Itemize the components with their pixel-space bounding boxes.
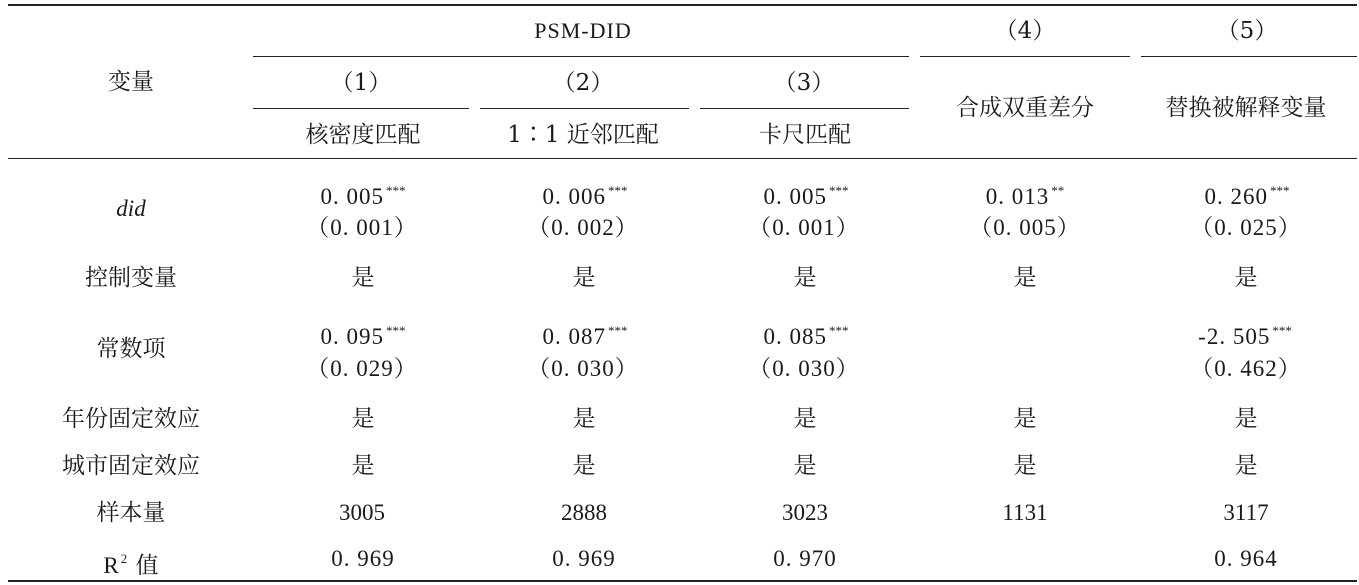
header-col5-name: 替换被解释变量 <box>1165 95 1327 121</box>
const-coef-2: 0. 087 *** <box>542 323 628 349</box>
header-variable: 变量 <box>108 69 154 95</box>
n-1: 3005 <box>339 500 385 525</box>
row-r2-label: $R^2$ 值 <box>103 551 159 579</box>
n-3: 3023 <box>782 500 828 525</box>
row-controls-label: 控制变量 <box>85 265 177 291</box>
header-col2-name: 1∶1 近邻匹配 <box>507 122 659 148</box>
const-coef-1: 0. 095 *** <box>320 323 406 349</box>
did-se-1: （0. 001） <box>306 215 418 240</box>
row-constant-label: 常数项 <box>96 336 166 362</box>
did-se-2: （0. 002） <box>527 215 639 240</box>
header-col3-num: （3） <box>773 70 835 96</box>
col4-underline <box>920 56 1130 57</box>
const-coef-3: 0. 085 *** <box>763 323 849 349</box>
n-4: 1131 <box>1002 500 1048 525</box>
city-fe-3: 是 <box>793 453 817 479</box>
did-se-5: （0. 025） <box>1190 215 1302 240</box>
controls-5: 是 <box>1234 265 1258 291</box>
header-col4-name: 合成双重差分 <box>956 95 1094 121</box>
city-fe-4: 是 <box>1013 453 1037 479</box>
did-se-3: （0. 001） <box>748 215 860 240</box>
did-coef-1: 0. 005 *** <box>320 183 406 209</box>
year-fe-4: 是 <box>1013 406 1037 432</box>
did-coef-5: 0. 260 *** <box>1204 183 1290 209</box>
top-rule <box>8 4 1357 6</box>
year-fe-5: 是 <box>1234 406 1258 432</box>
city-fe-5: 是 <box>1234 453 1258 479</box>
r2-5: 0. 964 <box>1214 546 1278 571</box>
const-se-3: （0. 030） <box>748 356 860 381</box>
const-se-2: （0. 030） <box>527 356 639 381</box>
controls-4: 是 <box>1013 265 1037 291</box>
header-col1-name: 核密度匹配 <box>305 122 421 148</box>
row-city-fe-label: 城市固定效应 <box>62 453 200 479</box>
did-coef-4: 0. 013 ** <box>985 183 1065 209</box>
bottom-rule <box>8 580 1357 582</box>
psm-did-underline <box>253 56 909 57</box>
row-n-label: 样本量 <box>96 500 166 526</box>
header-psm-did: PSM-DID <box>534 18 632 43</box>
header-bottom-rule <box>8 158 1357 159</box>
city-fe-2: 是 <box>572 453 596 479</box>
controls-1: 是 <box>351 265 375 291</box>
const-se-5: （0. 462） <box>1190 356 1302 381</box>
city-fe-1: 是 <box>351 453 375 479</box>
controls-2: 是 <box>572 265 596 291</box>
r2-1: 0. 969 <box>331 546 395 571</box>
did-se-4: （0. 005） <box>969 215 1081 240</box>
r2-2: 0. 969 <box>552 546 616 571</box>
col1-underline <box>253 108 469 109</box>
year-fe-3: 是 <box>793 406 817 432</box>
col2-underline <box>480 108 689 109</box>
did-coef-2: 0. 006 *** <box>542 183 628 209</box>
did-coef-3: 0. 005 *** <box>763 183 849 209</box>
row-did-label: did <box>116 196 146 221</box>
header-col4-num: （4） <box>994 18 1056 44</box>
header-col2-num: （2） <box>552 70 614 96</box>
controls-3: 是 <box>793 265 817 291</box>
year-fe-2: 是 <box>572 406 596 432</box>
const-se-1: （0. 029） <box>306 356 418 381</box>
const-coef-5: -2. 505 *** <box>1198 323 1292 349</box>
header-col1-num: （1） <box>330 70 392 96</box>
n-5: 3117 <box>1223 500 1269 525</box>
col5-underline <box>1141 56 1357 57</box>
header-col3-name: 卡尺匹配 <box>759 122 851 148</box>
col3-underline <box>700 108 909 109</box>
n-2: 2888 <box>561 500 607 525</box>
year-fe-1: 是 <box>351 406 375 432</box>
row-year-fe-label: 年份固定效应 <box>62 406 200 432</box>
header-col5-num: （5） <box>1216 18 1278 44</box>
r2-3: 0. 970 <box>773 546 837 571</box>
